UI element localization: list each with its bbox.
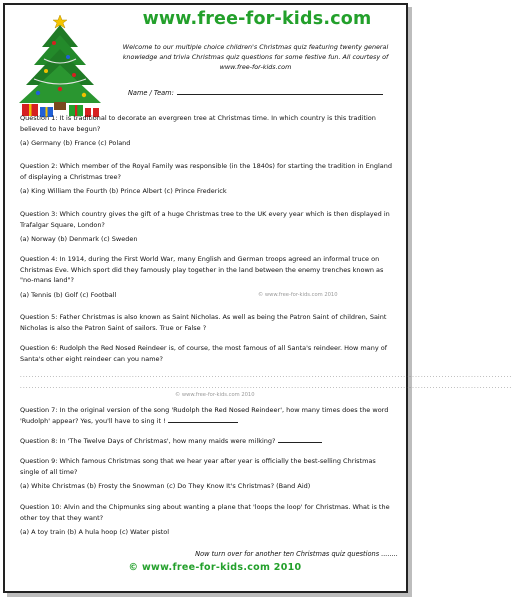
question-5 (20, 312, 395, 333)
name-team-label: Name / Team: (128, 89, 174, 97)
site-title: www.free-for-kids.com (142, 9, 372, 29)
question-text: Question 5: Father Christmas is also known as Saint Nicholas. As well as being the Patron Saint of children, Saint Nicholas is also the Patron Saint of sailors. True or False ? (20, 313, 387, 332)
question-4 (20, 254, 395, 300)
question-text: Question 6: Rudolph the Red Nosed Reindeer is, of course, the most famous of all Santa's reindeer. How many of Santa's other eight reindeer can you name? (20, 344, 388, 363)
question-1 (20, 113, 395, 149)
question-options: (a) White Christmas (b) Frosty the Snowman (c) Do They Know It's Christmas? (Band Aid) (20, 482, 311, 490)
answer-blank[interactable] (278, 436, 322, 443)
question-6 (20, 343, 395, 364)
question-text: Question 9: Which famous Christmas song that we hear year after year is officially the best-selling Christmas single of all time? (20, 457, 376, 476)
name-team-blank[interactable] (177, 88, 383, 95)
question-10 (20, 502, 395, 538)
answer-line-1[interactable]: ....................................................................................................................................................................... (20, 373, 512, 379)
question-7 (20, 405, 395, 426)
question-text: Question 3: Which country gives the gift of a huge Christmas tree to the UK every year which is then displayed in Trafalgar Square, London? (20, 210, 390, 229)
question-2 (20, 161, 395, 197)
answer-line-2[interactable]: ....................................................................................................................................................................... (20, 384, 512, 390)
question-options: (a) Germany (b) France (c) Poland (20, 139, 131, 147)
question-3 (20, 209, 395, 245)
watermark: © www.free-for-kids.com 2010 (258, 292, 338, 298)
question-text: Question 4: In 1914, during the First World War, many English and German troops agreed an informal truce on Christmas Eve. Which sport did they famously play together in the land between the enemy trenches known as "no-mans land"? (20, 255, 384, 284)
answer-blank[interactable] (168, 416, 238, 423)
question-text: Question 8: In 'The Twelve Days of Christmas', how many maids were milking? (20, 437, 276, 445)
name-team-line (128, 88, 383, 97)
watermark: © www.free-for-kids.com 2010 (175, 392, 255, 398)
question-9 (20, 456, 395, 492)
question-options: (a) Tennis (b) Golf (c) Football (20, 290, 117, 299)
footer-site: © www.free-for-kids.com 2010 (128, 562, 302, 573)
turn-over-note: Now turn over for another ten Christmas quiz questions ........ (195, 550, 398, 558)
question-options: (a) A toy train (b) A hula hoop (c) Water pistol (20, 528, 170, 536)
question-8 (20, 436, 395, 447)
question-options: (a) Norway (b) Denmark (c) Sweden (20, 235, 138, 243)
question-options: (a) King William the Fourth (b) Prince Albert (c) Prince Frederick (20, 187, 227, 195)
question-text: Question 10: Alvin and the Chipmunks sing about wanting a plane that 'loops the loop' for Christmas. What is the other toy that they want? (20, 503, 390, 522)
question-text: Question 1: It is traditional to decorate an evergreen tree at Christmas time. In which country is this tradition believed to have begun? (20, 114, 376, 133)
intro-text: Welcome to our multiple choice children's Christmas quiz featuring twenty general knowledge and trivia Christmas quiz questions for some festive fun. All courtesy of www.free-for-kids.com (122, 43, 389, 71)
christmas-tree-icon (14, 13, 106, 119)
question-text: Question 2: Which member of the Royal Family was responsible (in the 1840s) for starting the tradition in England of displaying a Christmas tree? (20, 162, 393, 181)
question-text: Question 7: In the original version of the song 'Rudolph the Red Nosed Reindeer', how many times does the word 'Rudolph' appear? Yes, you'll have to sing it ! (20, 406, 389, 425)
